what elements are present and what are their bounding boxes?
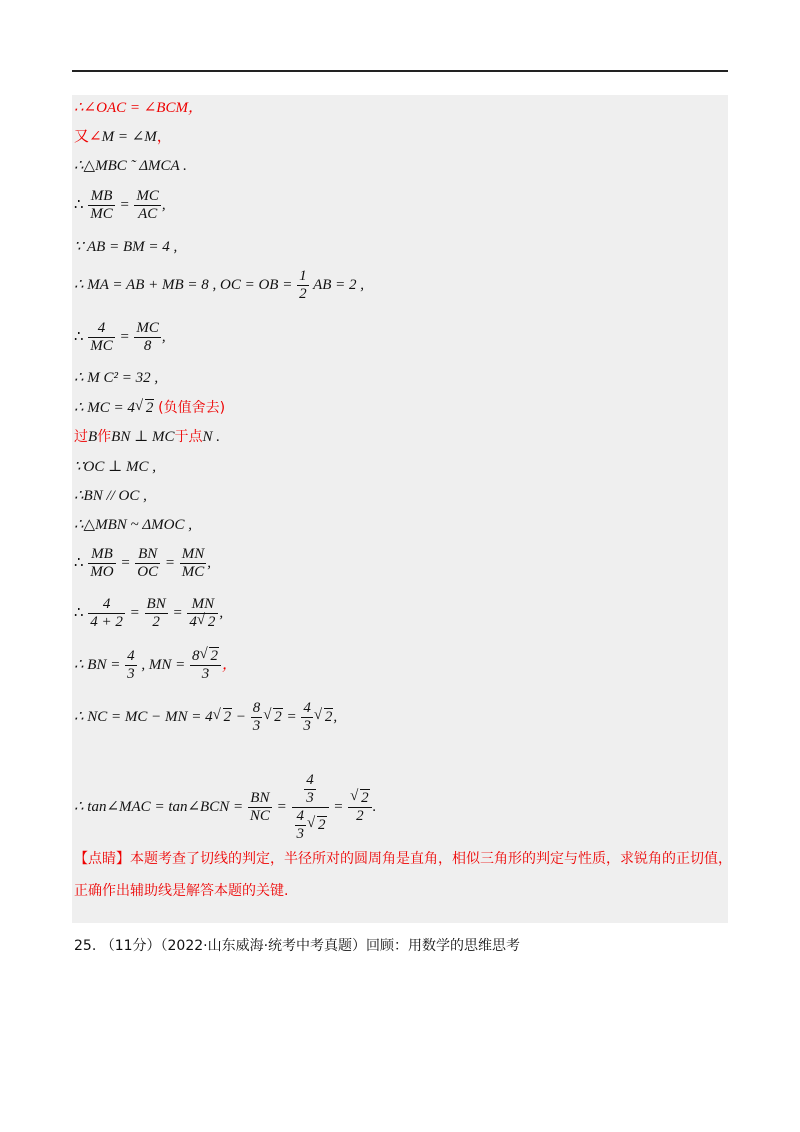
step-1: ∴∠OAC = ∠BCM， (74, 100, 203, 116)
step-10: 过B作BN ⊥ MC于点N . (74, 429, 220, 445)
step-17: ∴ NC = MC − MN = 4√ 2 − $\frac{8}{3}$ √ 2 = $\frac{4}{3}$ √ 2, (74, 700, 337, 735)
step-7: ∴ $\frac{4}{MC}$ = $\frac{MC}{8}$ , (74, 320, 166, 354)
header-rule (72, 70, 728, 72)
step-4: ∴ $\frac{MB}{MC}$ = $\frac{MC}{AC}$ , (74, 188, 166, 222)
step-16: ∴ BN = $\frac{4}{3}$ , MN = $\frac{8√ 2}{3}$ ， (74, 648, 237, 683)
step-3: ∴△MBC ˜ ΔMCA . (74, 158, 187, 174)
key-point-note: 【点睛】本题考查了切线的判定，半径所对的圆周角是直角，相似三角形的判定与性质，求锐角的正切值，正确作出辅助线是解答本题的关键. (74, 851, 732, 899)
step-9: ∴ MC = 4√ 2 (负值舍去) (74, 399, 225, 417)
question-25-heading: 25. （11分）（2022·山东威海·统考中考真题）回顾：用数学的思维思考 (74, 938, 521, 954)
step-14: ∴ $\frac{MB}{MO}$ = $\frac{BN}{OC}$ = $\frac{MN}{MC}$ , (74, 546, 211, 580)
step-15: ∴ $\frac{4}{4 + 2}$ = $\frac{BN}{2}$ = $\frac{MN}{4√ 2}$ , (74, 596, 223, 631)
step-8: ∴ M C² = 32 , (74, 370, 159, 386)
step-2: 又∠M = ∠M， (74, 129, 172, 145)
step-5: ∵ AB = BM = 4 , (74, 239, 178, 255)
step-11: ∵OC ⊥ MC , (74, 459, 156, 475)
step-13: ∴△MBN ~ ΔMOC , (74, 517, 192, 533)
step-12: ∴BN // OC , (74, 488, 147, 504)
step-18: ∴ tan∠MAC = tan∠BCN = $\frac{BN}{NC}$ = $\frac{4}{3}$ $\frac{4}{3}$ √ 2 = √ $\frac{2}{2}$ . (74, 772, 376, 843)
step-6: ∴ MA = AB + MB = 8 , OC = OB = $\frac{1}{2}$ AB = 2 , (74, 268, 365, 302)
